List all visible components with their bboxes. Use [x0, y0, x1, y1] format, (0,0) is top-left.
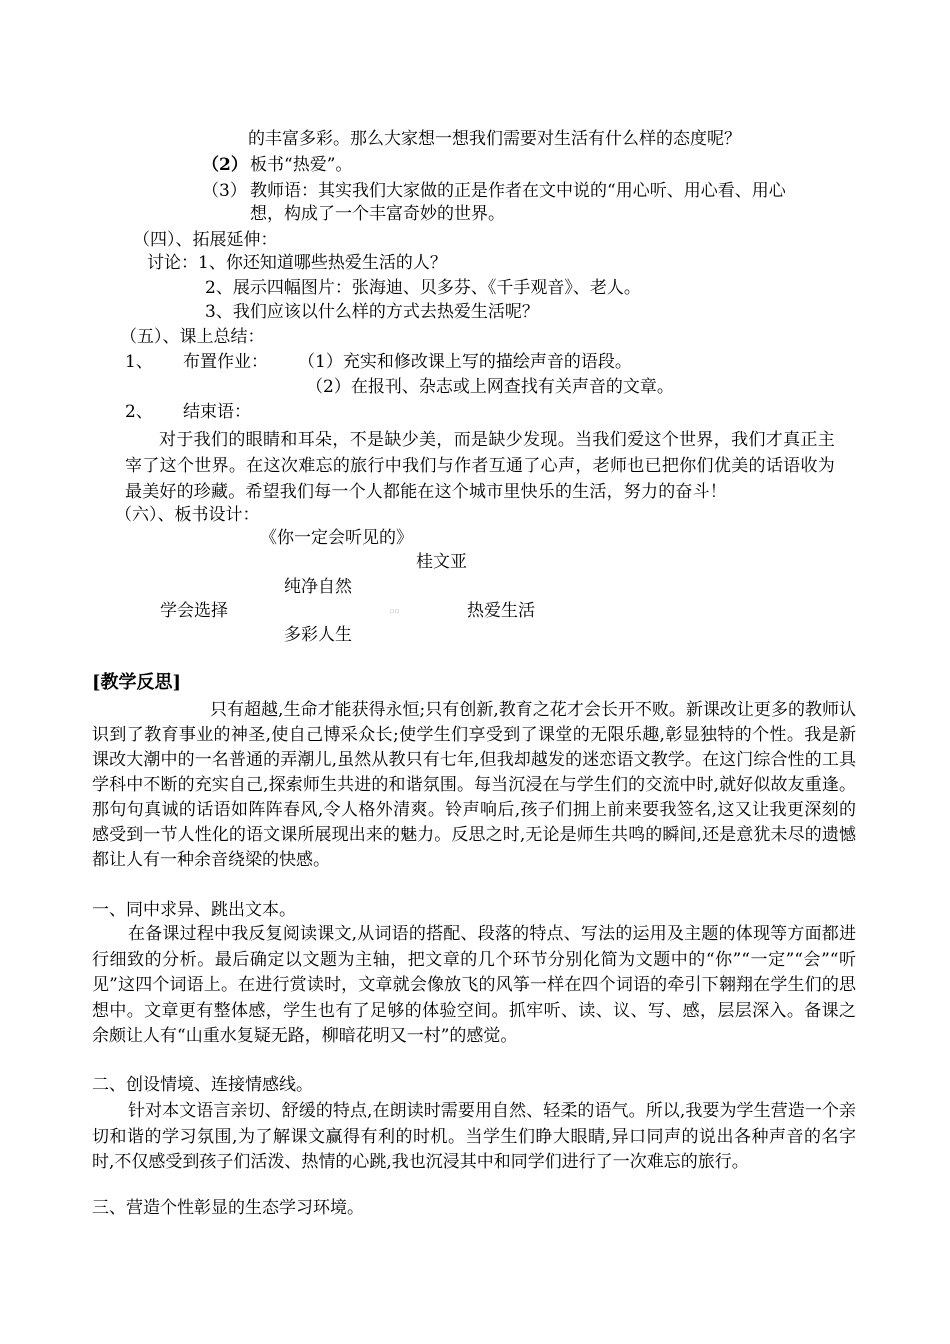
- section-2-title: 二、创设情境、连接情感线。: [92, 1075, 313, 1095]
- section-6-title: （六）、板书设计：: [115, 505, 260, 525]
- discussion-1: 讨论：1、你还知道哪些热爱生活的人？: [147, 253, 447, 273]
- reflection-paragraph: 只有超越,生命才能获得永恒;只有创新,教育之花才会长开不败。新课改让更多的教师认识到了教育事业的神圣,使自己博采众长;使学生们享受到了课堂的无限乐趣,彰显独特的个性。我是新课改大潮中的一名普通的弄潮儿,虽然从教只有七年,但我却越发的迷恋语文教学。在这门综合性的工具学科中不断的充实自己,探索师生共进的和谐氛围。每当沉浸在与学生们的交流中时,就好似故友重逢。那句句真诚的话语如阵阵春风,令人格外清爽。铃声响后,孩子们拥上前来要我签名,这又让我更深刻的感受到一节人性化的语文课所展现出来的魅力。反思之时,无论是师生共鸣的瞬间,还是意犹未尽的遗憾都让人有一种余音绕梁的快感。: [92, 700, 856, 870]
- section-3-title: 三、营造个性彰显的生态学习环境。: [92, 1198, 364, 1218]
- board-bottom: 多彩人生: [284, 625, 352, 645]
- item-2-text: 板书“热爱”。: [250, 155, 353, 175]
- closing-paragraph: 对于我们的眼睛和耳朵，不是缺少美，而是缺少发现。当我们爱这个世界，我们才真正主宰了这个世界。在这次难忘的旅行中我们与作者互通了心声，老师也已把你们优美的话语收为最美好的珍藏。希望我们每一个人都能在这个城市里快乐的生活，努力的奋斗！: [125, 430, 835, 502]
- section-4-title: （四）、拓展延伸：: [133, 230, 278, 250]
- homework-label: 布置作业：: [183, 352, 268, 372]
- board-top: 纯净自然: [284, 577, 352, 597]
- item-3-text: 教师语：其实我们大家做的正是作者在文中说的“用心听、用心看、用心: [250, 181, 786, 201]
- board-center-mark: ▫▫: [390, 607, 400, 615]
- item-3-continuation: 想，构成了一个丰富奇妙的世界。: [250, 204, 505, 224]
- closing-label: 结束语：: [183, 402, 251, 422]
- discussion-3: 3、我们应该以什么样的方式去热爱生活呢？: [205, 302, 539, 322]
- section-2-paragraph: 针对本文语言亲切、舒缓的特点,在朗读时需要用自然、轻柔的语气。所以,我要为学生营造一个亲切和谐的学习氛围,为了解课文赢得有利的时机。当学生们睁大眼睛,异口同声的说出各种声音的名字时,不仅感受到孩子们活泼、热情的心跳,我也沉浸其中和同学们进行了一次难忘的旅行。: [92, 1101, 856, 1172]
- board-right: 热爱生活: [467, 601, 535, 621]
- lesson-line-1: 的丰富多彩。那么大家想一想我们需要对生活有什么样的态度呢？: [248, 129, 741, 149]
- board-left: 学会选择: [160, 601, 228, 621]
- reflection-heading: [教学反思]: [92, 672, 182, 693]
- item-2-number: （2）: [202, 155, 248, 175]
- section-1-paragraph: 在备课过程中我反复阅读课文,从词语的搭配、段落的特点、写法的运用及主题的体现等方面都进行细致的分析。最后确定以文题为主轴，把文章的几个环节分别化简为文题中的“你”“一定”“会”“听见”这四个词语上。在进行赏读时，文章就会像放飞的风筝一样在四个词语的牵引下翱翔在学生们的思想中。文章更有整体感，学生也有了足够的体验空间。抓牢听、读、议、写、感，层层深入。备课之余颇让人有“山重水复疑无路，柳暗花明又一村”的感觉。: [92, 924, 856, 1046]
- item-3-number: （3）: [202, 181, 247, 201]
- discussion-2: 2、展示四幅图片：张海迪、贝多芬、《千手观音》、老人。: [205, 278, 641, 298]
- section-5-title: （五）、课上总结：: [120, 327, 265, 347]
- homework-2: （2）在报刊、杂志或上网查找有关声音的文章。: [306, 377, 674, 397]
- homework-1: （1）充实和修改课上写的描绘声音的语段。: [298, 352, 632, 372]
- homework-number: 1、: [125, 352, 153, 372]
- board-title: 《你一定会听见的》: [260, 528, 413, 548]
- section-1-title: 一、同中求异、跳出文本。: [92, 900, 296, 920]
- board-author: 桂文亚: [416, 552, 467, 572]
- closing-number: 2、: [125, 402, 153, 422]
